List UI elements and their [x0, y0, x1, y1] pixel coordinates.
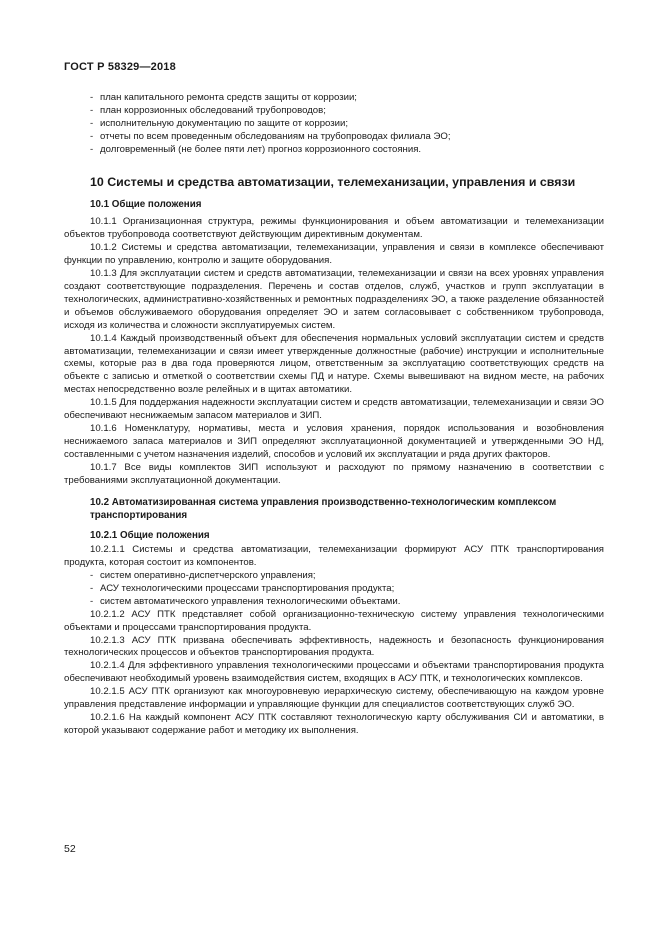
paragraph-10-1-4: 10.1.4 Каждый производственный объект для обеспечения нормальных условий эксплуатации систем и средств автоматизации, телемеханизации и связи имеет утвержденные должностные (рабочие) инструкции и исполнительные схемы, которые раз в два года проверяются лицом, ответственным за эксплуатацию соответствующих средств на объекте с записью и отметкой о соответствии схемы ПД и натуре. Схемы вывешивают на видном месте, на рабочих местах непосредственно возле релейных и в щитах автоматики. [64, 332, 604, 396]
paragraph-10-2-1-5: 10.2.1.5 АСУ ПТК организуют как многоуровневую иерархическую систему, обеспечивающую на каждом уровне управления представление информации и управляющие функции для специалистов соответствующих служб ЭО. [64, 686, 604, 711]
section-10-heading: 10 Системы и средства автоматизации, телемеханизации, управления и связи [90, 174, 576, 189]
components-list [64, 570, 604, 609]
paragraph-10-1-2: 10.1.2 Системы и средства автоматизации, телемеханизации, управления и связи в комплексе обеспечивают функции по управлению, контролю и защите оборудования. [64, 242, 604, 267]
list-item: - план коррозионных обследований трубопроводов; [90, 104, 326, 116]
list-item: - АСУ технологическими процессами транспортирования продукта; [90, 582, 395, 594]
page-number: 52 [64, 843, 76, 855]
paragraph-10-1-1: 10.1.1 Организационная структура, режимы функционирования и объем автоматизации и телемеханизации объектов трубопровода соответствуют действующим директивным документам. [64, 216, 604, 241]
list-item: - отчеты по всем проведенным обследованиям на трубопроводах филиала ЭО; [90, 130, 451, 142]
paragraph-10-2-1-6: 10.2.1.6 На каждый компонент АСУ ПТК составляют технологическую карту обслуживания СИ и автоматики, в которой указывают содержание работ и методику их выполнения. [64, 711, 604, 736]
list-item: - план капитального ремонта средств защиты от коррозии; [90, 92, 357, 103]
paragraph-10-2-1-1: 10.2.1.1 Системы и средства автоматизации, телемеханизации формируют АСУ ПТК транспортирования продукта, которая состоит из компонентов. [64, 544, 604, 569]
list-item: - систем оперативно-диспетчерского управления; [90, 570, 316, 581]
page-content [64, 92, 604, 738]
paragraph-10-1-6: 10.1.6 Номенклатуру, нормативы, места и условия хранения, порядок использования и возобновления неснижаемого запаса материалов и ЗИП определяют эксплуатационной документацией и утвержденными ЭО НД, составленными с учетом назначения изделий, способов и условий их эксплуатации и ряда других факторов. [64, 422, 604, 460]
list-item: - исполнительную документацию по защите от коррозии; [90, 117, 349, 129]
paragraph-10-1-7: 10.1.7 Все виды комплектов ЗИП используют и расходуют по прямому назначению в соответствии с требованиями эксплуатационной документации. [64, 461, 604, 486]
section-10-2-1-heading: 10.2.1 Общие положения [90, 530, 210, 542]
paragraph-10-2-1-3: 10.2.1.3 АСУ ПТК призвана обеспечивать эффективность, надежность и безопасность функционирования технологических процессов и объектов транспортирования продукта. [64, 634, 604, 659]
section-10-1-heading: 10.1 Общие положения [90, 198, 202, 210]
list-item: - систем автоматического управления технологическими объектами. [90, 595, 401, 607]
document-code-header: ГОСТ Р 58329—2018 [64, 61, 176, 73]
paragraph-10-2-1-4: 10.2.1.4 Для эффективного управления технологическими процессами и объектами транспортирования продукта обеспечивают необходимый уровень взаимодействия систем, входящих в АСУ ПТК, и технологических комплексов. [64, 660, 604, 685]
intro-list [64, 92, 604, 157]
paragraph-10-1-5: 10.1.5 Для поддержания надежности эксплуатации систем и средств автоматизации, телемеханизации и связи ЭО обеспечивают неснижаемым запасом материалов и ЗИП. [64, 397, 604, 422]
paragraph-10-2-1-2: 10.2.1.2 АСУ ПТК представляет собой организационно-техническую систему управления технологическими объектами и процессами транспортирования продукта. [64, 608, 604, 633]
section-10-2-heading: 10.2 Автоматизированная система управления производственно-технологическим комплексом транспортирования [90, 497, 557, 522]
paragraph-10-1-3: 10.1.3 Для эксплуатации систем и средств автоматизации, телемеханизации и связи на всех уровнях управления создают соответствующие подразделения. Перечень и состав отделов, служб, участков и групп эксплуатации в технологических, административно-хозяйственных и ремонтных подразделениях ЭО, а также разделение обязанностей и объемов обслуживаемого оборудования определяет ЭО и затем согласовывает с собственником трубопровода, исходя из количества и сложности эксплуатируемых систем. [64, 268, 604, 331]
list-item: - долговременный (не более пяти лет) прогноз коррозионного состояния. [90, 143, 422, 155]
